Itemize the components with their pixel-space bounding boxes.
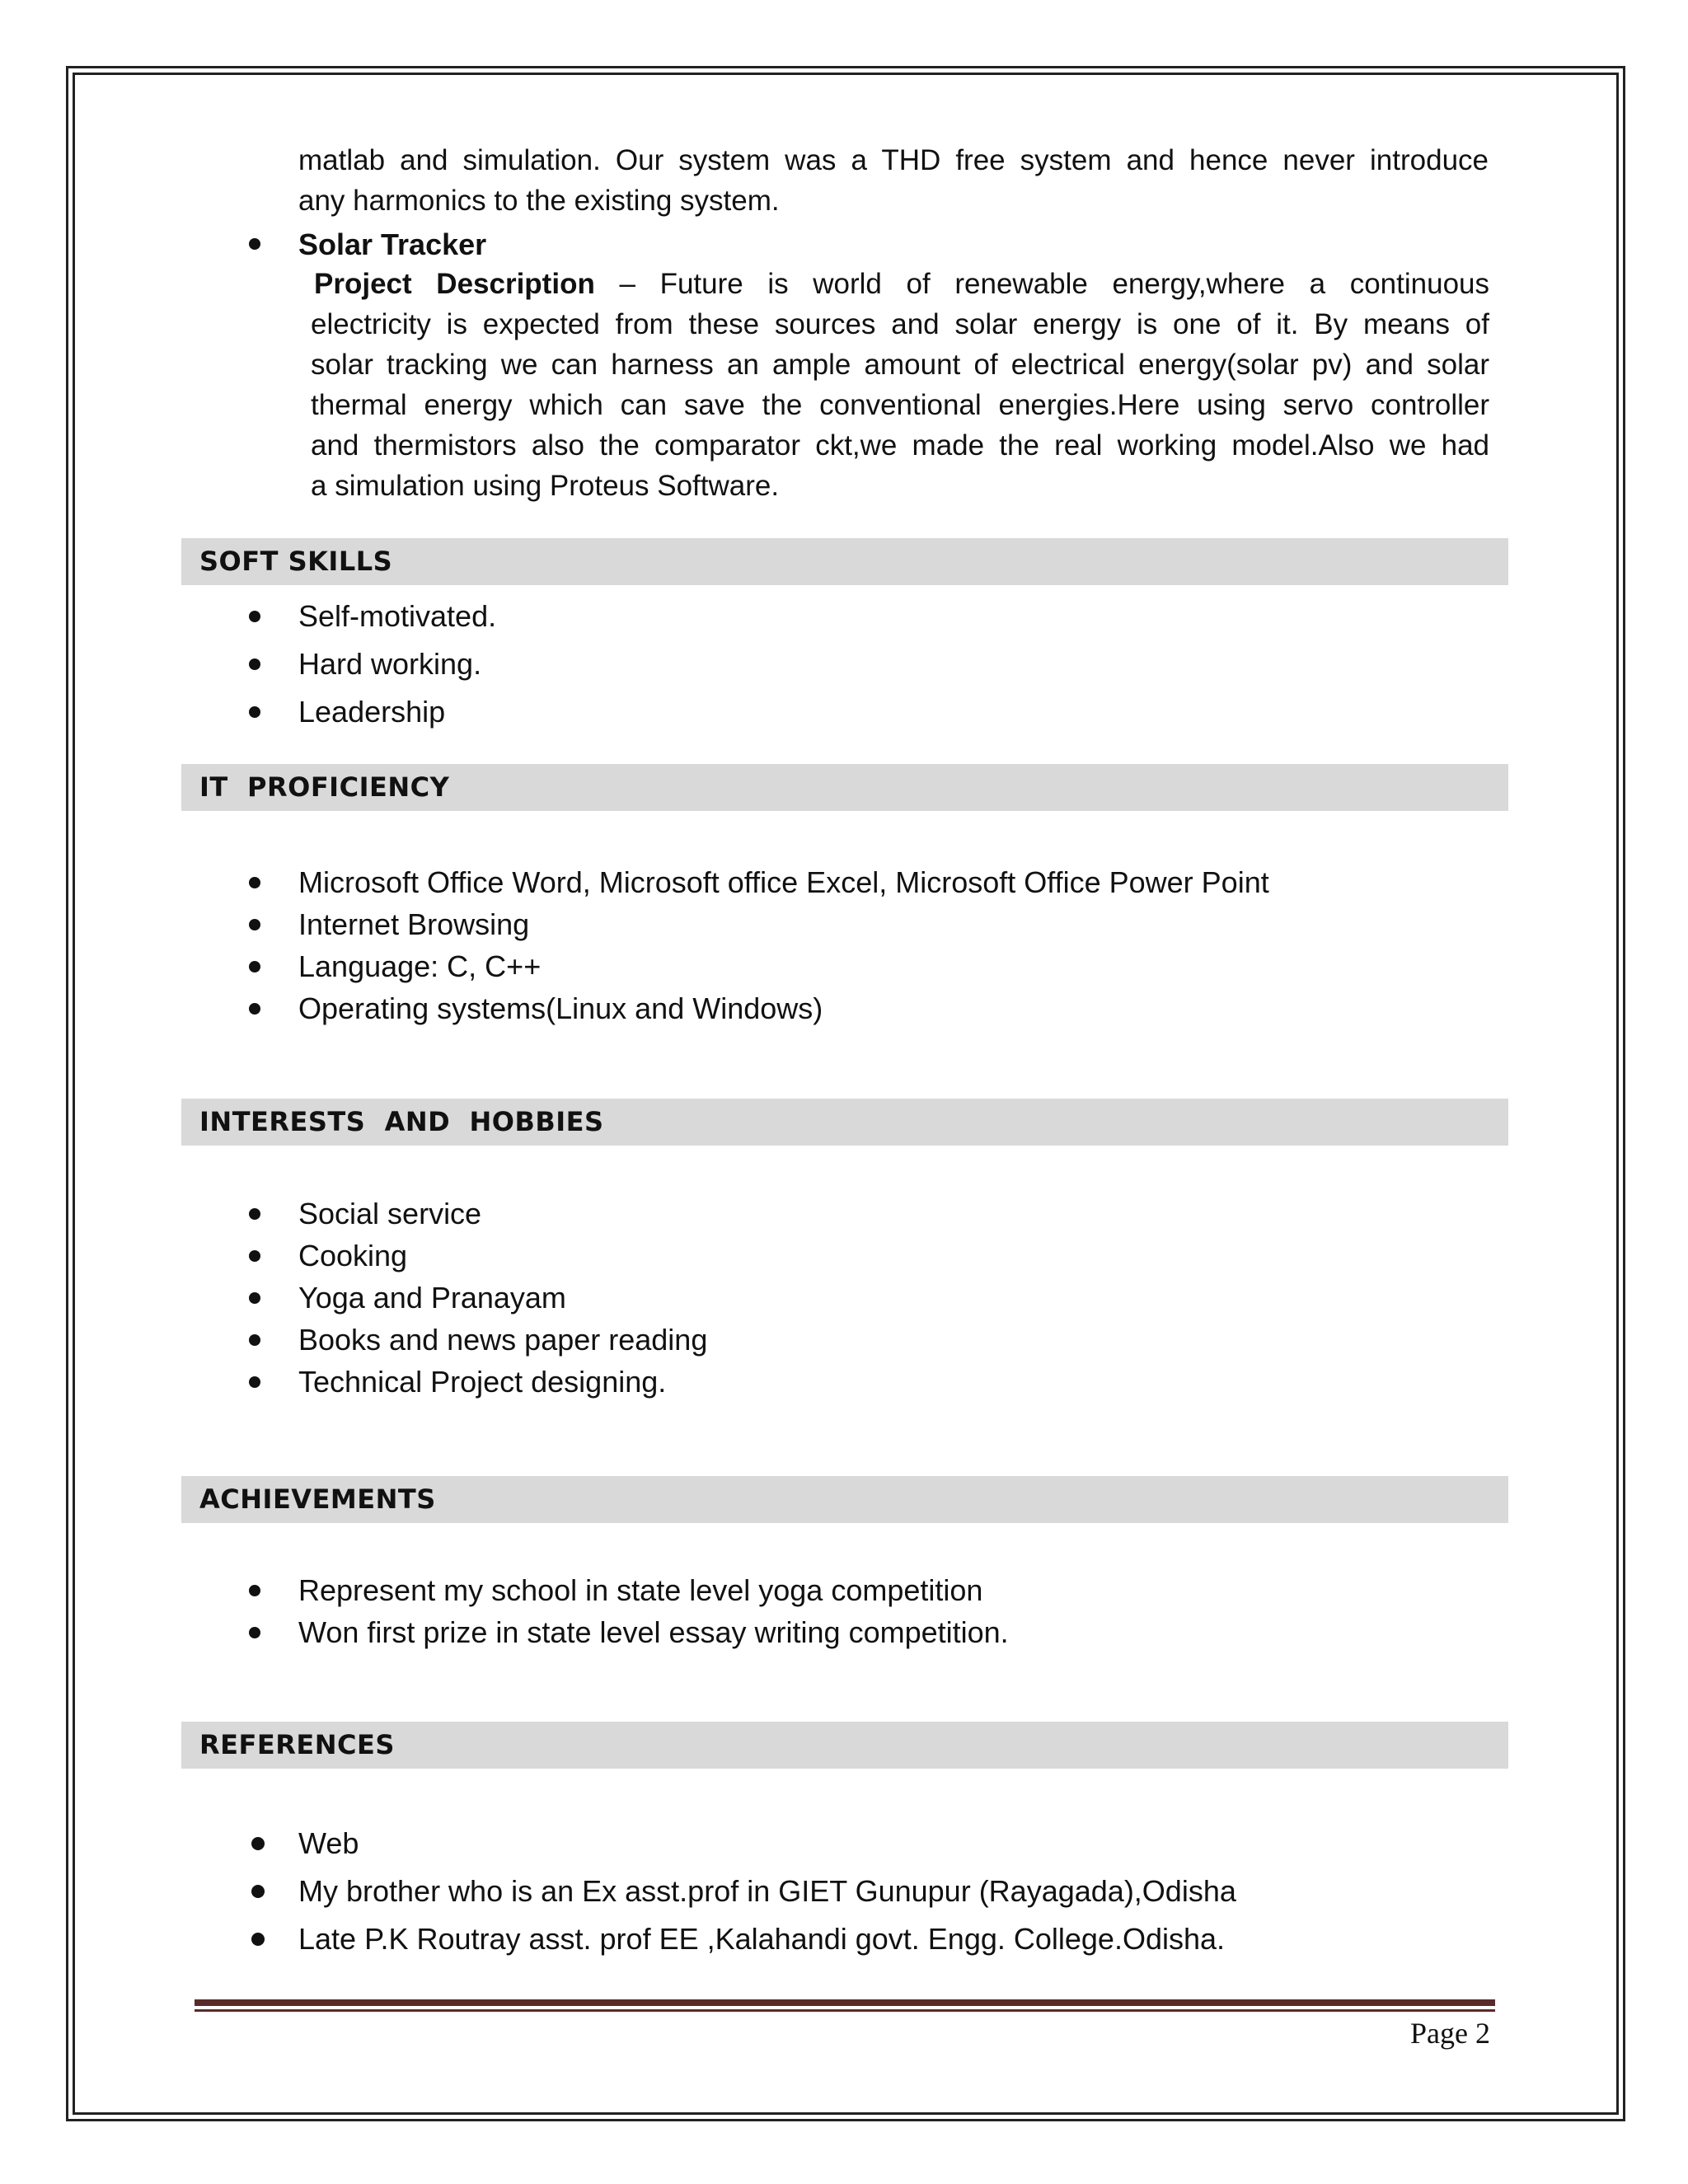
description-line: a simulation using Proteus Software. (311, 470, 780, 502)
section-heading-it-proficiency (181, 764, 1508, 811)
section-heading-references (181, 1722, 1508, 1769)
list-item: Internet Browsing (298, 907, 530, 941)
description-text: – Future is world of renewable energy,where a continuous (594, 268, 1489, 300)
list-item: Language: C, C++ (298, 949, 542, 983)
footer-rule-thick (195, 1999, 1495, 2006)
section-heading-soft-skills (181, 538, 1508, 585)
bullet-icon (249, 961, 260, 972)
section-heading-text: SOFT SKILLS (199, 546, 393, 577)
bullet-icon (249, 611, 260, 622)
project-continuation (298, 140, 1489, 221)
solar-tracker-description (311, 264, 1489, 506)
bullet-icon (249, 1292, 260, 1304)
description-label: Project Description (314, 268, 595, 300)
description-line: thermal energy which can save the conventional energies.Here using servo controller (311, 389, 1489, 421)
bullet-icon (249, 1208, 260, 1220)
description-line: and thermistors also the comparator ckt,we made the real working model.Also we had (311, 429, 1489, 462)
list-item: Operating systems(Linux and Windows) (298, 991, 823, 1025)
list-item: Social service (298, 1197, 482, 1230)
bullet-icon (249, 706, 260, 718)
description-line: solar tracking we can harness an ample amount of electrical energy(solar pv) and solar (311, 349, 1489, 381)
project-line: matlab and simulation. Our system was a THD free system and hence never introduce (298, 144, 1489, 176)
list-item: Won first prize in state level essay writing competition. (298, 1615, 1009, 1649)
list-item: Represent my school in state level yoga competition (298, 1573, 983, 1607)
section-heading-text: IT PROFICIENCY (199, 771, 450, 803)
bullet-icon (251, 1885, 265, 1898)
section-heading-text: INTERESTS AND HOBBIES (199, 1106, 604, 1137)
list-item: Yoga and Pranayam (298, 1281, 566, 1315)
list-item: Self-motivated. (298, 599, 497, 633)
bullet-icon (249, 238, 260, 250)
list-item: Books and news paper reading (298, 1323, 708, 1357)
list-item: Web (298, 1826, 359, 1860)
bullet-icon (249, 1003, 260, 1015)
section-heading-achievements (181, 1476, 1508, 1523)
list-item: Technical Project designing. (298, 1365, 667, 1399)
list-item: Cooking (298, 1239, 408, 1272)
bullet-icon (249, 1250, 260, 1262)
bullet-icon (249, 1585, 260, 1596)
list-item: Leadership (298, 695, 446, 729)
section-heading-text: REFERENCES (199, 1729, 395, 1760)
bullet-icon (249, 919, 260, 930)
bullet-icon (251, 1933, 265, 1946)
project-line: any harmonics to the existing system. (298, 185, 780, 217)
footer-rule-thin (195, 2009, 1495, 2012)
bullet-icon (249, 658, 260, 670)
list-item: Hard working. (298, 647, 482, 681)
list-item: Microsoft Office Word, Microsoft office Excel, Microsoft Office Power Point (298, 865, 1269, 899)
bullet-icon (249, 1334, 260, 1346)
bullet-icon (251, 1837, 265, 1850)
bullet-icon (249, 1627, 260, 1638)
list-item: Late P.K Routray asst. prof EE ,Kalahandi govt. Engg. College.Odisha. (298, 1922, 1226, 1956)
page-number: Page 2 (1410, 2017, 1490, 2050)
bullet-icon (249, 877, 260, 888)
section-heading-interests (181, 1099, 1508, 1146)
list-item: My brother who is an Ex asst.prof in GIET Gunupur (Rayagada),Odisha (298, 1874, 1236, 1908)
solar-tracker-title: Solar Tracker (298, 227, 487, 261)
description-line: electricity is expected from these sources and solar energy is one of it. By means of (311, 308, 1489, 340)
bullet-icon (249, 1376, 260, 1388)
section-heading-text: ACHIEVEMENTS (199, 1483, 436, 1515)
description-line (311, 264, 1489, 304)
